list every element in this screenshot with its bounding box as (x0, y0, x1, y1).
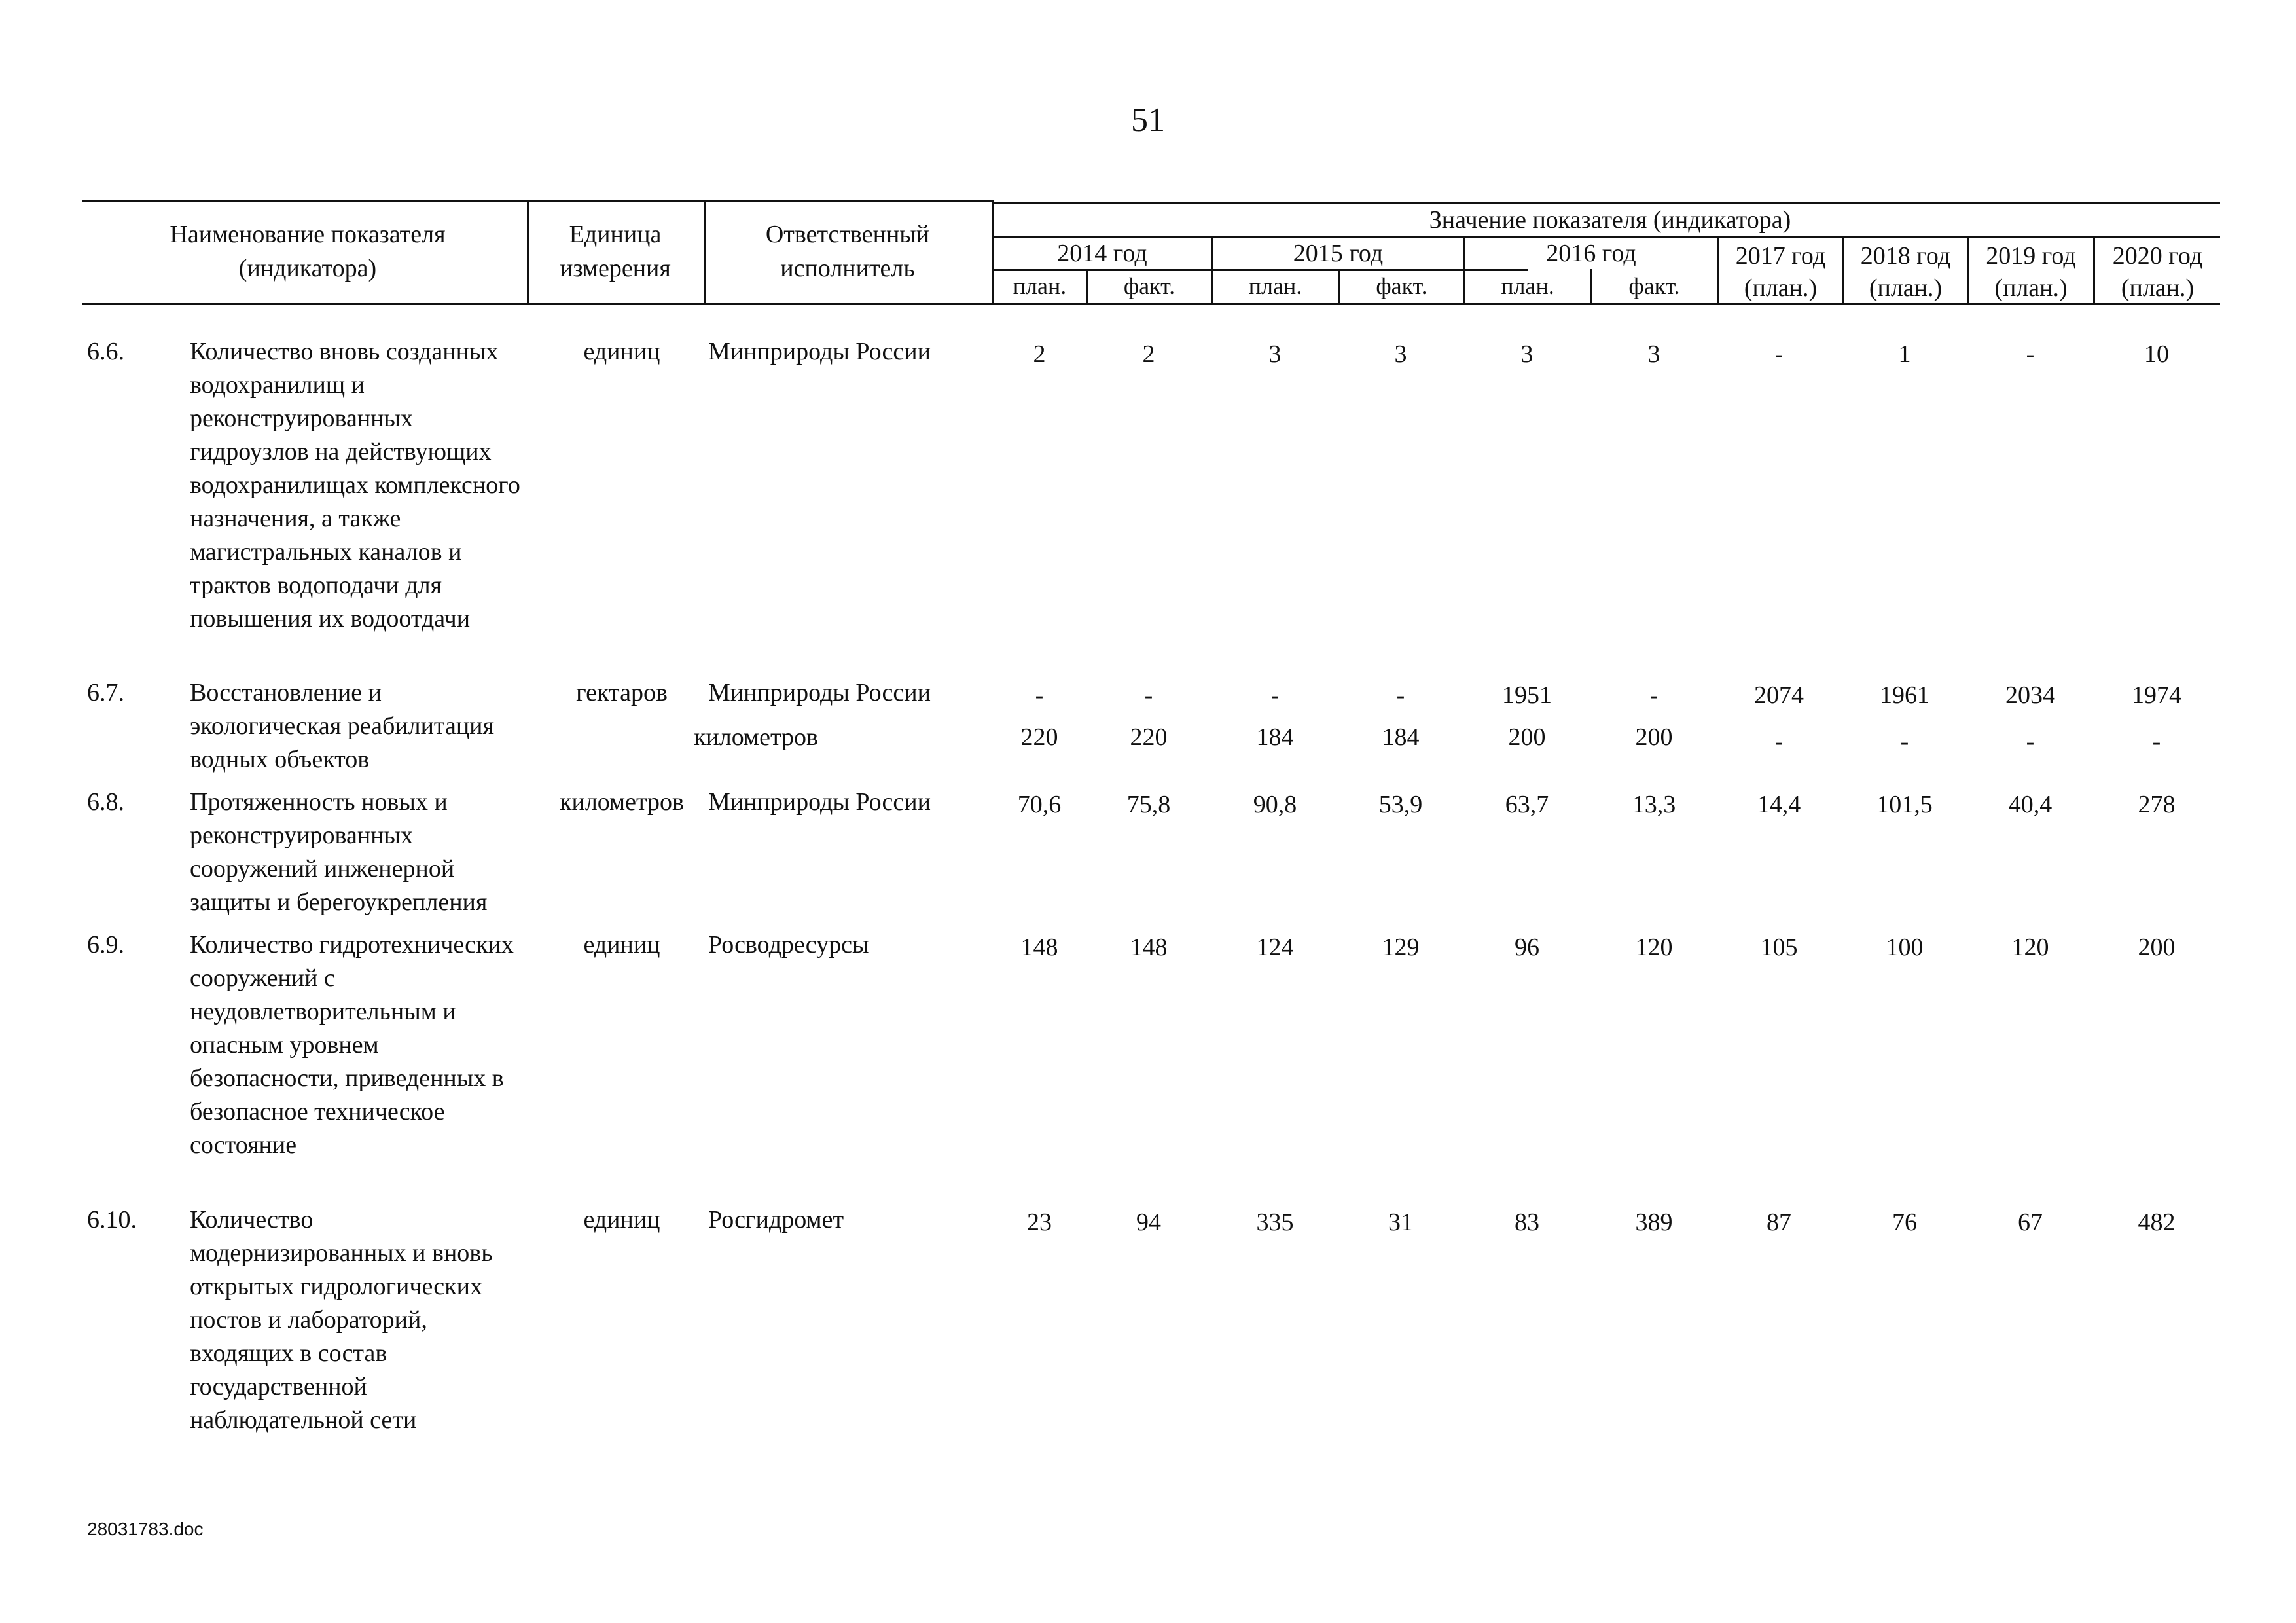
value-cell: 3 (1647, 340, 1660, 368)
header-year-2014: 2014 год (1057, 240, 1147, 267)
value-cell: 184 (1382, 723, 1420, 751)
value-cell: 70,6 (1017, 791, 1062, 818)
row-name: Восстановление и экологическая реабилитация водных объектов (190, 679, 494, 773)
header-year-2016: 2016 год (1546, 240, 1636, 267)
value-cell: 148 (1020, 934, 1058, 961)
row-name: Количество гидротехнических сооружений с неудовлетворительным и опасным уровнем безопасности, приведенных в безопасное техническое состояние (190, 931, 514, 1159)
value-cell: 40,4 (2008, 791, 2053, 818)
row-sub-unit: километров (694, 723, 818, 751)
row-responsible: Минприроды России (708, 679, 931, 706)
header-year-2019: 2019 год (1986, 242, 2076, 270)
value-cell: 14,4 (1757, 791, 1801, 818)
row-name: Количество модернизированных и вновь открытых гидрологических постов и лабораторий, входящих в состав государственной наблюдательной сети (190, 1206, 493, 1434)
row-number: 6.9. (87, 931, 124, 958)
value-cell: 278 (2138, 791, 2176, 818)
header-plan-2018: (план.) (1869, 274, 1943, 302)
header-plan-2014: план. (1013, 273, 1067, 299)
value-cell: 100 (1886, 934, 1924, 961)
value-cell: - (1144, 682, 1153, 709)
row-responsible: Росгидромет (708, 1206, 844, 1233)
value-cell: - (1774, 340, 1784, 368)
value-cell: 200 (2138, 934, 2176, 961)
value-cell: 31 (1388, 1209, 1413, 1236)
value-cell: 13,3 (1632, 791, 1676, 818)
header-plan-2020: (план.) (2121, 274, 2195, 302)
row-number: 6.7. (87, 679, 124, 706)
value-cell: 2034 (2005, 682, 2055, 709)
row-name: Количество вновь созданных водохранилищ и реконструированных гидроузлов на действующих водохранилищах комплексного назначения, а также магистральных каналов и трактов водоподачи для повышения их водоотдачи (190, 338, 520, 632)
header-name: Наименование показателя (индикатора) (170, 221, 446, 282)
value-cell: 75,8 (1126, 791, 1171, 818)
row-unit: единиц (583, 931, 660, 958)
value-cell: 105 (1760, 934, 1798, 961)
value-cell: 2 (1142, 340, 1155, 368)
value-cell: 87 (1767, 1209, 1791, 1236)
header-plan-2015: план. (1248, 273, 1302, 299)
value-cell: 90,8 (1253, 791, 1297, 818)
value-cell: - (2026, 340, 2035, 368)
row-unit: километров (560, 788, 684, 816)
value-cell: 63,7 (1505, 791, 1549, 818)
value-cell: 184 (1256, 723, 1294, 751)
header-fact-2016: факт. (1628, 273, 1680, 299)
value-cell: 482 (2138, 1209, 2176, 1236)
header-plan-2016: план. (1501, 273, 1554, 299)
value-cell: - (1396, 682, 1405, 709)
value-cell: 389 (1635, 1209, 1673, 1236)
header-fact-2015: факт. (1376, 273, 1427, 299)
value-cell: 335 (1256, 1209, 1294, 1236)
value-cell: 10 (2144, 340, 2169, 368)
value-cell: 3 (1268, 340, 1282, 368)
value-cell: 220 (1130, 723, 1168, 751)
value-cell: 94 (1136, 1209, 1161, 1236)
header-plan-2019: (план.) (1994, 274, 2068, 302)
value-cell: 67 (2018, 1209, 2043, 1236)
value-cell: - (2026, 728, 2035, 756)
value-cell: 1961 (1880, 682, 1929, 709)
row-responsible: Минприроды России (708, 338, 931, 365)
value-cell: - (2152, 728, 2161, 756)
value-cell: - (1270, 682, 1280, 709)
value-cell: 3 (1520, 340, 1534, 368)
value-cell: 76 (1892, 1209, 1917, 1236)
value-cell: 120 (1635, 934, 1673, 961)
value-cell: 1974 (2132, 682, 2181, 709)
header-year-2020: 2020 год (2112, 242, 2203, 270)
value-cell: - (1900, 728, 1909, 756)
page-number: 51 (1131, 101, 1165, 139)
value-cell: - (1774, 728, 1784, 756)
value-cell: 101,5 (1876, 791, 1933, 818)
header-year-2015: 2015 год (1293, 240, 1384, 267)
row-responsible: Росводресурсы (708, 931, 869, 958)
value-cell: 96 (1515, 934, 1539, 961)
row-name: Протяженность новых и реконструированных сооружений инженерной защиты и берегоукрепления (190, 788, 488, 916)
row-number: 6.6. (87, 338, 124, 365)
value-cell: - (1649, 682, 1659, 709)
col-sep (704, 200, 706, 304)
value-cell: 3 (1394, 340, 1407, 368)
value-cell: 1 (1898, 340, 1911, 368)
header-responsible: Ответственный исполнитель (765, 221, 930, 282)
value-cell: 124 (1256, 934, 1294, 961)
header-year-2017: 2017 год (1735, 242, 1826, 270)
header-value-group: Значение показателя (индикатора) (1429, 206, 1791, 234)
row-unit: гектаров (576, 679, 668, 706)
value-cell: 2 (1033, 340, 1046, 368)
value-cell: 120 (2011, 934, 2049, 961)
row-number: 6.8. (87, 788, 124, 816)
header-year-2018: 2018 год (1860, 242, 1951, 270)
header-top-rule (82, 200, 992, 202)
document-footer: 28031783.doc (87, 1519, 204, 1539)
value-cell: 23 (1027, 1209, 1052, 1236)
value-cell: 83 (1515, 1209, 1539, 1236)
header-plan-2017: (план.) (1744, 274, 1818, 302)
row-responsible: Минприроды России (708, 788, 931, 816)
header-fact-2014: факт. (1123, 273, 1175, 299)
value-cell: 129 (1382, 934, 1420, 961)
value-cell: 200 (1635, 723, 1673, 751)
row-number: 6.10. (87, 1206, 137, 1233)
col-sep (527, 200, 529, 304)
value-cell: 1951 (1502, 682, 1552, 709)
value-cell: 220 (1020, 723, 1058, 751)
header-unit: Единица измерения (560, 221, 671, 282)
value-cell: 148 (1130, 934, 1168, 961)
row-unit: единиц (583, 338, 660, 365)
value-cell: 2074 (1754, 682, 1804, 709)
value-cell: 200 (1508, 723, 1546, 751)
value-cell: - (1035, 682, 1044, 709)
row-unit: единиц (583, 1206, 660, 1233)
value-cell: 53,9 (1378, 791, 1423, 818)
